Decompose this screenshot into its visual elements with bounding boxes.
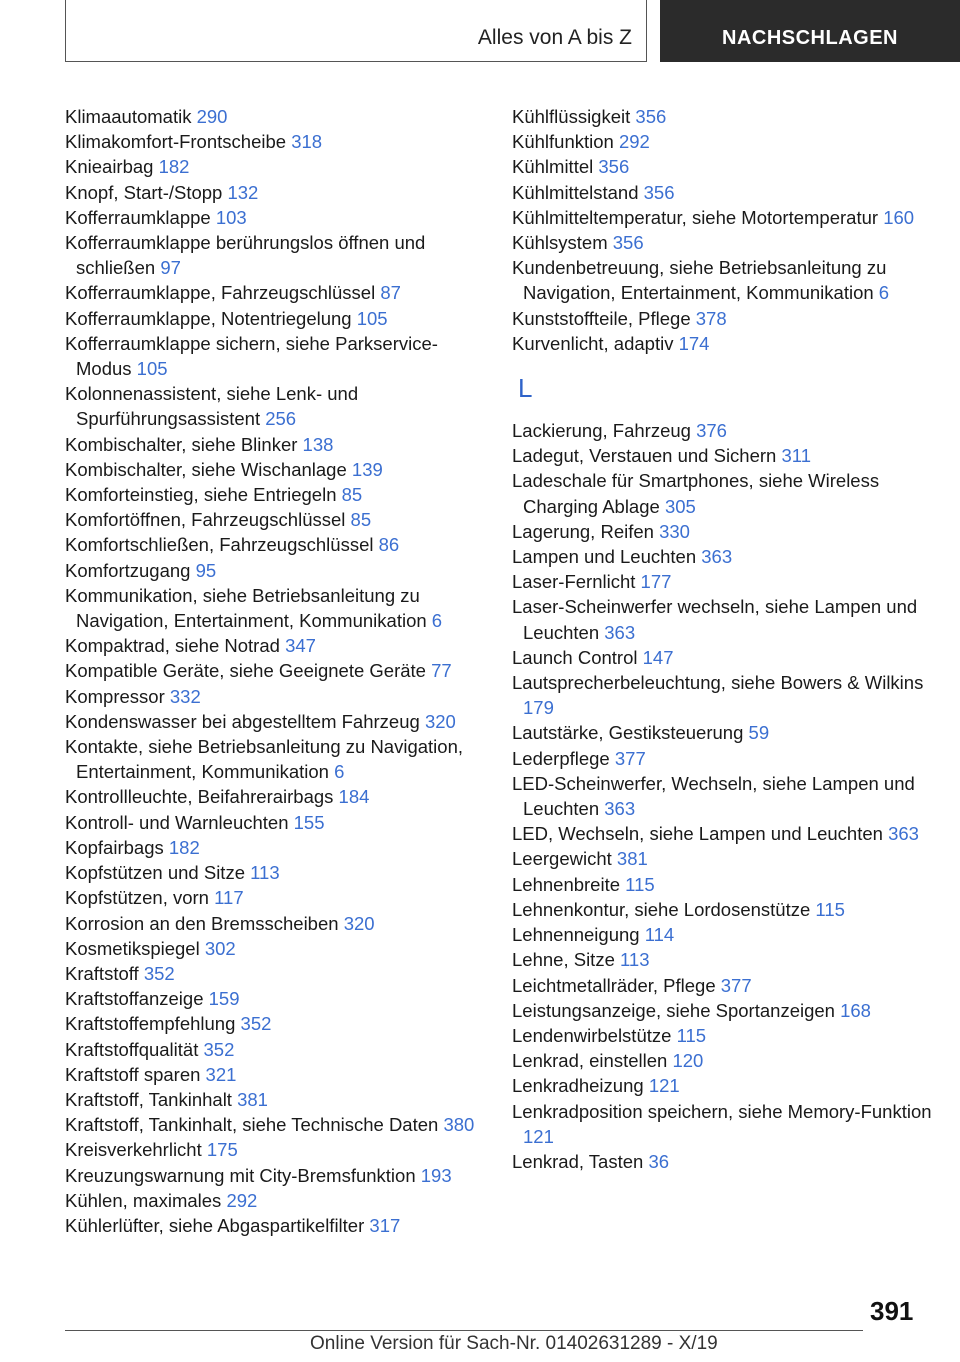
index-entry-page-link[interactable]: 381 [616,848,648,870]
index-entry [65,432,485,457]
index-entry-term: Leistungsanzeige, siehe Sportanzeigen [512,999,835,1021]
index-entry-page-link[interactable]: 352 [203,1038,235,1060]
page-header [65,0,960,64]
index-entry [65,104,485,129]
index-entry [65,1062,485,1087]
index-entry-term: Kundenbetreuung, siehe Betriebsanleitung zu Navigation, Entertainment, Kommunikation [512,257,887,304]
index-entry [512,594,932,644]
index-entry-page-link[interactable]: 86 [378,534,400,556]
index-entry [512,720,932,745]
index-entry-page-link[interactable]: 356 [598,156,630,178]
index-entry-page-link[interactable]: 77 [431,660,452,682]
index-entry [512,255,932,305]
index-entry [512,670,932,720]
index-entry-page-link[interactable]: 182 [158,156,190,178]
index-entry-page-link[interactable]: 302 [204,937,236,959]
index-entry-page-link[interactable]: 290 [196,106,228,127]
index-entry-page-link[interactable]: 105 [356,307,388,329]
index-entry-term: Lenkrad, einstellen [512,1050,668,1072]
index-entry-page-link[interactable]: 330 [659,520,690,542]
index-entry-page-link[interactable]: 115 [625,873,655,895]
index-entry-page-link[interactable]: 85 [350,509,372,531]
index-entry-term: Ladegut, Verstauen und Sichern [512,445,777,467]
index-entry-term: Kofferraumklappe sichern, siehe Parkservice-Modus [65,332,438,380]
index-entry [512,846,932,871]
index-column-right [512,104,932,1174]
index-entry [512,418,932,443]
index-entry [512,897,932,922]
index-entry-term: Kofferraumklappe, Notentriegelung [65,307,352,329]
index-entry-term: Launch Control [512,646,638,668]
index-entry-page-link[interactable]: 182 [168,836,200,858]
index-entry-term: Lehnenbreite [512,873,621,895]
index-entry-term: Lehne, Sitze [512,949,615,971]
index-entry-term: Knopf, Start-/Stopp [65,181,223,203]
index-entry-term: Kraftstoff, Tankinhalt [65,1088,232,1110]
index-entry-page-link[interactable]: 381 [237,1088,268,1110]
index-entry [65,860,485,885]
index-entry-term: Komfortöffnen, Fahrzeugschlüssel [65,509,346,531]
index-entry-page-link[interactable]: 356 [635,106,667,127]
index-entry [512,746,932,771]
index-entry [512,104,932,129]
index-entry-term: Kolonnenassistent, siehe Lenk- und Spurführungsassistent [65,383,359,430]
index-letter-heading: L [518,373,533,404]
index-entry-page-link[interactable]: 113 [620,949,650,971]
index-entry [65,986,485,1011]
index-entry [65,784,485,809]
index-entry-term: Lehnenkontur, siehe Lordosenstütze [512,898,811,920]
index-entry-term: Kraftstoffqualität [65,1038,199,1060]
index-entry-page-link[interactable]: 6 [334,761,345,783]
index-entry-term: Lehnenneigung [512,924,640,946]
index-entry-page-link[interactable]: 320 [343,912,375,934]
index-entry-term: Kommunikation, siehe Betriebsanleitung zu Navigation, Entertainment, Kommunikation [65,584,427,632]
index-entry-page-link[interactable]: 168 [840,999,871,1021]
index-entry [512,998,932,1023]
index-entry-term: Kühlfunktion [512,131,614,153]
index-entry-term: Ladeschale für Smartphones, siehe Wireless Charging Ablage [512,470,880,517]
index-entry-page-link[interactable]: 95 [195,559,217,581]
index-entry [65,180,485,205]
index-entry-page-link[interactable]: 177 [640,571,672,593]
index-entry [512,1099,932,1149]
index-entry-term: Lenkradheizung [512,1075,644,1097]
index-entry [512,180,932,205]
index-entry [512,1023,932,1048]
index-entry-page-link[interactable]: 363 [604,798,636,820]
index-entry [65,507,485,532]
index-entry-term: Komfortzugang [65,559,191,581]
index-entry-term: Kompatible Geräte, siehe Geeignete Geräte [65,660,426,682]
index-entry [512,947,932,972]
index-entry-term: Korrosion an den Bremsscheiben [65,912,339,934]
index-entry-page-link[interactable]: 175 [206,1139,238,1161]
index-entry-term: Kofferraumklappe berührungslos öffnen und schließen [65,232,426,279]
index-entry [65,331,485,381]
index-entry-page-link[interactable]: 318 [291,131,323,153]
index-entry [65,280,485,305]
index-entry [65,558,485,583]
index-entry-page-link[interactable]: 36 [648,1150,670,1172]
index-group-k [512,104,932,356]
section-title: Alles von A bis Z [65,0,647,62]
index-entry-page-link[interactable]: 317 [369,1214,401,1236]
index-column-left [65,104,485,1238]
index-entry [512,205,932,230]
index-entry [65,835,485,860]
index-entry-page-link[interactable]: 380 [443,1114,475,1136]
index-entry-page-link[interactable]: 347 [285,635,316,657]
index-entry-page-link[interactable]: 377 [614,747,646,769]
index-entry-term: Kopfstützen und Sitze [65,862,245,884]
index-entry-page-link[interactable]: 160 [883,206,915,228]
index-entry-term: Laser-Scheinwerfer wechseln, siehe Lampen und Leuchten [512,596,918,643]
index-entry [512,129,932,154]
index-entry-page-link[interactable]: 121 [648,1075,680,1097]
index-entry-page-link[interactable]: 85 [341,484,363,506]
index-entry-term: Kühlflüssigkeit [512,106,631,127]
index-entry-page-link[interactable]: 356 [643,181,675,203]
index-entry [512,1048,932,1073]
index-entry-term: Kurvenlicht, adaptiv [512,332,674,354]
index-entry [65,709,485,734]
index-entry [65,583,485,633]
index-entry [512,569,932,594]
index-entry-page-link[interactable]: 97 [160,257,181,279]
index-entry-page-link[interactable]: 311 [781,445,811,467]
index-entry [512,1073,932,1098]
index-entry-term: Klimaautomatik [65,106,192,127]
index-entry [65,936,485,961]
index-entry-term: Lenkrad, Tasten [512,1150,644,1172]
index-entry-page-link[interactable]: 193 [420,1164,452,1186]
index-entry [512,872,932,897]
index-entry [65,1163,485,1188]
index-entry-term: Kraftstoffempfehlung [65,1013,236,1035]
index-entry-term: Kontroll- und Warnleuchten [65,811,289,833]
index-entry [65,205,485,230]
index-entry-term: Lautstärke, Gestiksteuerung [512,722,744,744]
index-entry [65,230,485,280]
index-entry-term: LED, Wechseln, siehe Lampen und Leuchten [512,823,883,845]
footer-text: Online Version für Sach-Nr. 01402631289 - X/19 [310,1333,718,1354]
index-entry [512,443,932,468]
index-entry-term: Kraftstoff sparen [65,1063,201,1085]
index-entry-term: Kühlmittelstand [512,181,639,203]
index-entry-page-link[interactable]: 6 [431,610,443,632]
index-entry-term: Lautsprecherbeleuchtung, siehe Bowers & Wilkins [512,672,924,694]
index-entry-term: Kühlsystem [512,232,608,254]
index-entry [65,1112,485,1137]
index-entry-page-link[interactable]: 305 [664,495,696,517]
index-entry-term: Kraftstoff [65,962,139,984]
index-entry-page-link[interactable]: 352 [143,962,175,984]
index-entry-page-link[interactable]: 363 [701,546,733,568]
index-entry-term: Lendenwirbelstütze [512,1024,672,1046]
index-entry-page-link[interactable]: 115 [815,898,845,920]
index-entry-page-link[interactable]: 363 [604,621,636,643]
index-entry-term: Kraftstoffanzeige [65,988,204,1010]
index-entry-term: Kombischalter, siehe Wischanlage [65,458,347,480]
index-entry [65,129,485,154]
index-entry [65,457,485,482]
index-entry-page-link[interactable]: 320 [424,710,456,732]
index-entry [512,1149,932,1174]
index-entry-term: Kühlmitteltemperatur, siehe Motortemperatur [512,206,879,228]
index-entry [65,1188,485,1213]
index-entry-term: Lampen und Leuchten [512,546,697,568]
index-entry-term: Kontrollleuchte, Beifahrerairbags [65,786,334,808]
index-entry-page-link[interactable]: 321 [205,1063,237,1085]
index-entry-term: Lederpflege [512,747,610,769]
index-entry [512,771,932,821]
index-entry [65,633,485,658]
index-entry-term: Leergewicht [512,848,612,870]
index-entry-term: Kombischalter, siehe Blinker [65,433,298,455]
index-entry-page-link[interactable]: 147 [642,646,674,668]
index-entry-page-link[interactable]: 376 [696,420,727,442]
index-entry [512,973,932,998]
index-entry [65,684,485,709]
index-entry [65,885,485,910]
index-entry-term: Kreisverkehrlicht [65,1139,202,1161]
index-entry-page-link[interactable]: 139 [351,458,383,480]
index-entry-term: Kontakte, siehe Betriebsanleitung zu Navigation, Entertainment, Kommunikation [65,736,464,783]
index-entry [65,1213,485,1238]
index-entry [65,734,485,784]
index-entry [65,1087,485,1112]
index-entry [512,331,932,356]
index-entry-page-link[interactable]: 292 [226,1189,258,1211]
index-entry-page-link[interactable]: 132 [227,181,259,203]
index-entry-term: Leichtmetallräder, Pflege [512,974,716,996]
index-entry-page-link[interactable]: 103 [215,206,247,228]
index-entry [65,1037,485,1062]
index-entry [65,1137,485,1162]
index-entry-term: Kosmetikspiegel [65,937,200,959]
index-entry-page-link[interactable]: 120 [672,1050,704,1072]
index-entry-term: Kopfairbags [65,836,164,858]
index-entry-term: Kompressor [65,685,165,707]
index-entry-term: Kompaktrad, siehe Notrad [65,635,280,657]
index-entry-term: Kreuzungswarnung mit City-Bremsfunktion [65,1164,416,1186]
index-entry-term: Kofferraumklappe, Fahrzeugschlüssel [65,282,376,304]
index-entry [512,922,932,947]
index-entry-page-link[interactable]: 159 [208,988,240,1010]
index-entry-page-link[interactable]: 174 [678,332,710,354]
index-entry-term: Komfortschließen, Fahrzeugschlüssel [65,534,374,556]
index-entry [512,519,932,544]
index-entry-page-link[interactable]: 184 [338,786,370,808]
index-entry [65,532,485,557]
index-entry-page-link[interactable]: 256 [265,408,297,430]
index-entry-term: Kühlerlüfter, siehe Abgaspartikelfilter [65,1214,365,1236]
index-entry [512,306,932,331]
index-entry-term: Kunststoffteile, Pflege [512,307,691,329]
chapter-tab: NACHSCHLAGEN [660,0,960,62]
index-entry-term: LED-Scheinwerfer, Wechseln, siehe Lampen und Leuchten [512,772,915,820]
index-entry-term: Kondenswasser bei abgestelltem Fahrzeug [65,710,420,732]
index-entry-page-link[interactable]: 105 [136,358,168,380]
index-entry [65,658,485,683]
index-group-l [512,418,932,1174]
index-entry-page-link[interactable]: 6 [878,282,890,304]
index-entry [512,468,932,518]
index-entry-page-link[interactable]: 378 [695,307,727,329]
index-entry-term: Knieairbag [65,156,154,178]
index-entry-term: Lagerung, Reifen [512,520,654,542]
index-entry-page-link[interactable]: 356 [612,232,644,254]
index-entry [512,645,932,670]
index-entry [512,154,932,179]
index-entry-page-link[interactable]: 121 [523,1125,554,1147]
index-entry [512,821,932,846]
index-entry [65,1011,485,1036]
index-entry-term: Kühlen, maximales [65,1189,222,1211]
index-entry [65,306,485,331]
index-entry-page-link[interactable]: 114 [644,924,675,946]
index-entry-page-link[interactable]: 115 [676,1024,707,1046]
index-entry-term: Komforteinstieg, siehe Entriegeln [65,484,337,506]
index-entry-term: Lenkradposition speichern, siehe Memory-Funktion [512,1100,932,1122]
index-entry-page-link[interactable]: 138 [302,433,334,455]
index-entry [65,482,485,507]
index-entry-term: Laser-Fernlicht [512,571,636,593]
footer-divider [65,1330,863,1331]
index-entry [65,961,485,986]
index-entry [512,230,932,255]
index-entry-term: Klimakomfort-Frontscheibe [65,131,287,153]
index-entry [65,154,485,179]
index-entry-page-link[interactable]: 292 [618,131,650,153]
index-entry-page-link[interactable]: 155 [293,811,325,833]
index-entry-term: Lackierung, Fahrzeug [512,420,691,442]
page-number: 391 [870,1296,914,1326]
index-entry-term: Kühlmittel [512,156,594,178]
index-entry [65,911,485,936]
index-entry-term: Kofferraumklappe [65,206,211,228]
index-entry-page-link[interactable]: 117 [214,887,244,909]
index-entry-page-link[interactable]: 179 [523,697,554,719]
index-entry [512,544,932,569]
index-entry-page-link[interactable]: 113 [250,862,280,884]
index-entry-term: Kopfstützen, vorn [65,887,209,909]
index-entry [65,381,485,431]
index-entry-page-link[interactable]: 352 [240,1013,272,1035]
index-entry-page-link[interactable]: 377 [720,974,752,996]
index-entry-page-link[interactable]: 332 [169,685,201,707]
index-entry-page-link[interactable]: 363 [888,823,919,845]
index-entry-page-link[interactable]: 87 [380,282,401,304]
index-entry [65,810,485,835]
index-entry-page-link[interactable]: 59 [748,722,770,744]
index-entry-term: Kraftstoff, Tankinhalt, siehe Technische Daten [65,1114,439,1136]
